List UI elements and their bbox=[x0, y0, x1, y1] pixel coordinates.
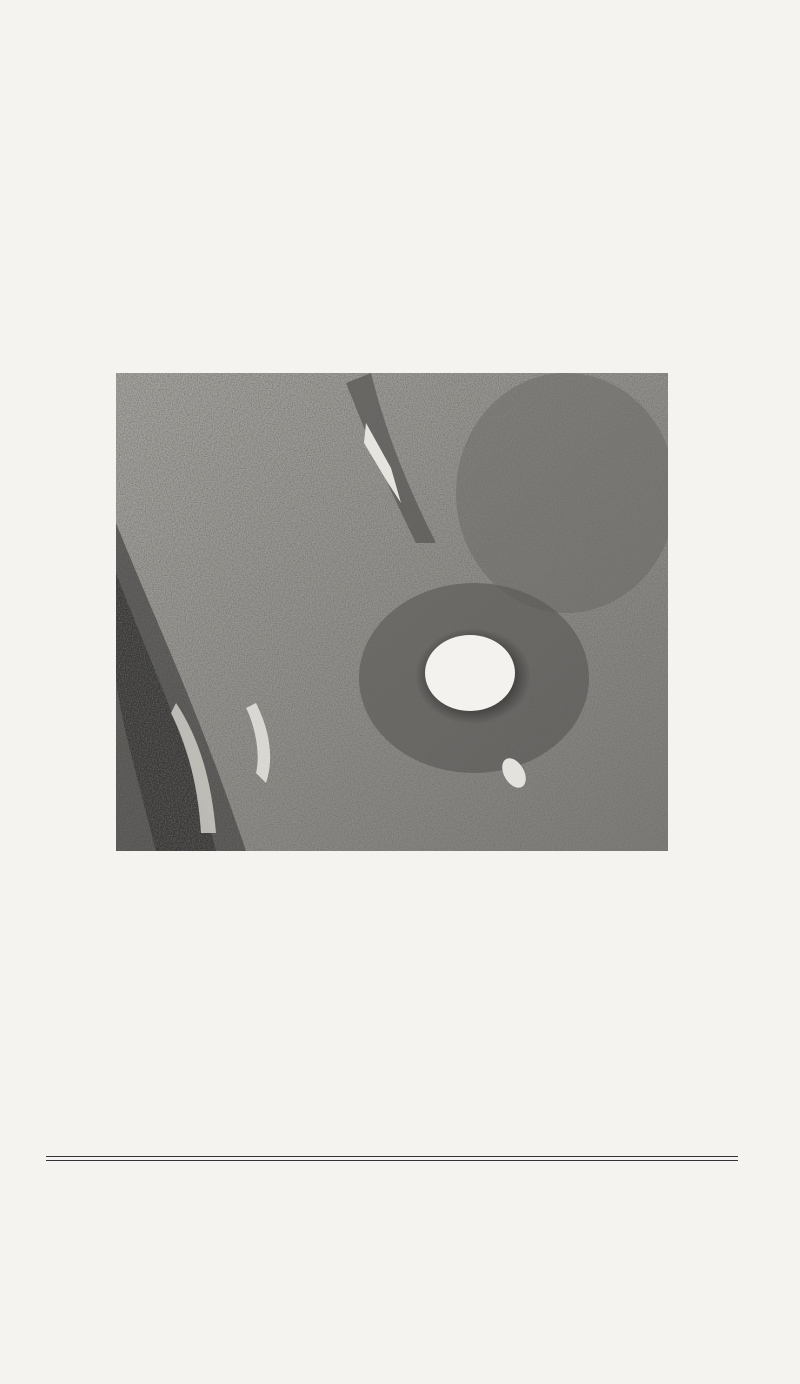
micrograph-image bbox=[116, 373, 668, 851]
separator-rule-top bbox=[46, 1156, 738, 1157]
separator-rule-bottom bbox=[46, 1160, 738, 1161]
micrograph-figure bbox=[116, 373, 668, 851]
legend-block bbox=[46, 1214, 738, 1216]
